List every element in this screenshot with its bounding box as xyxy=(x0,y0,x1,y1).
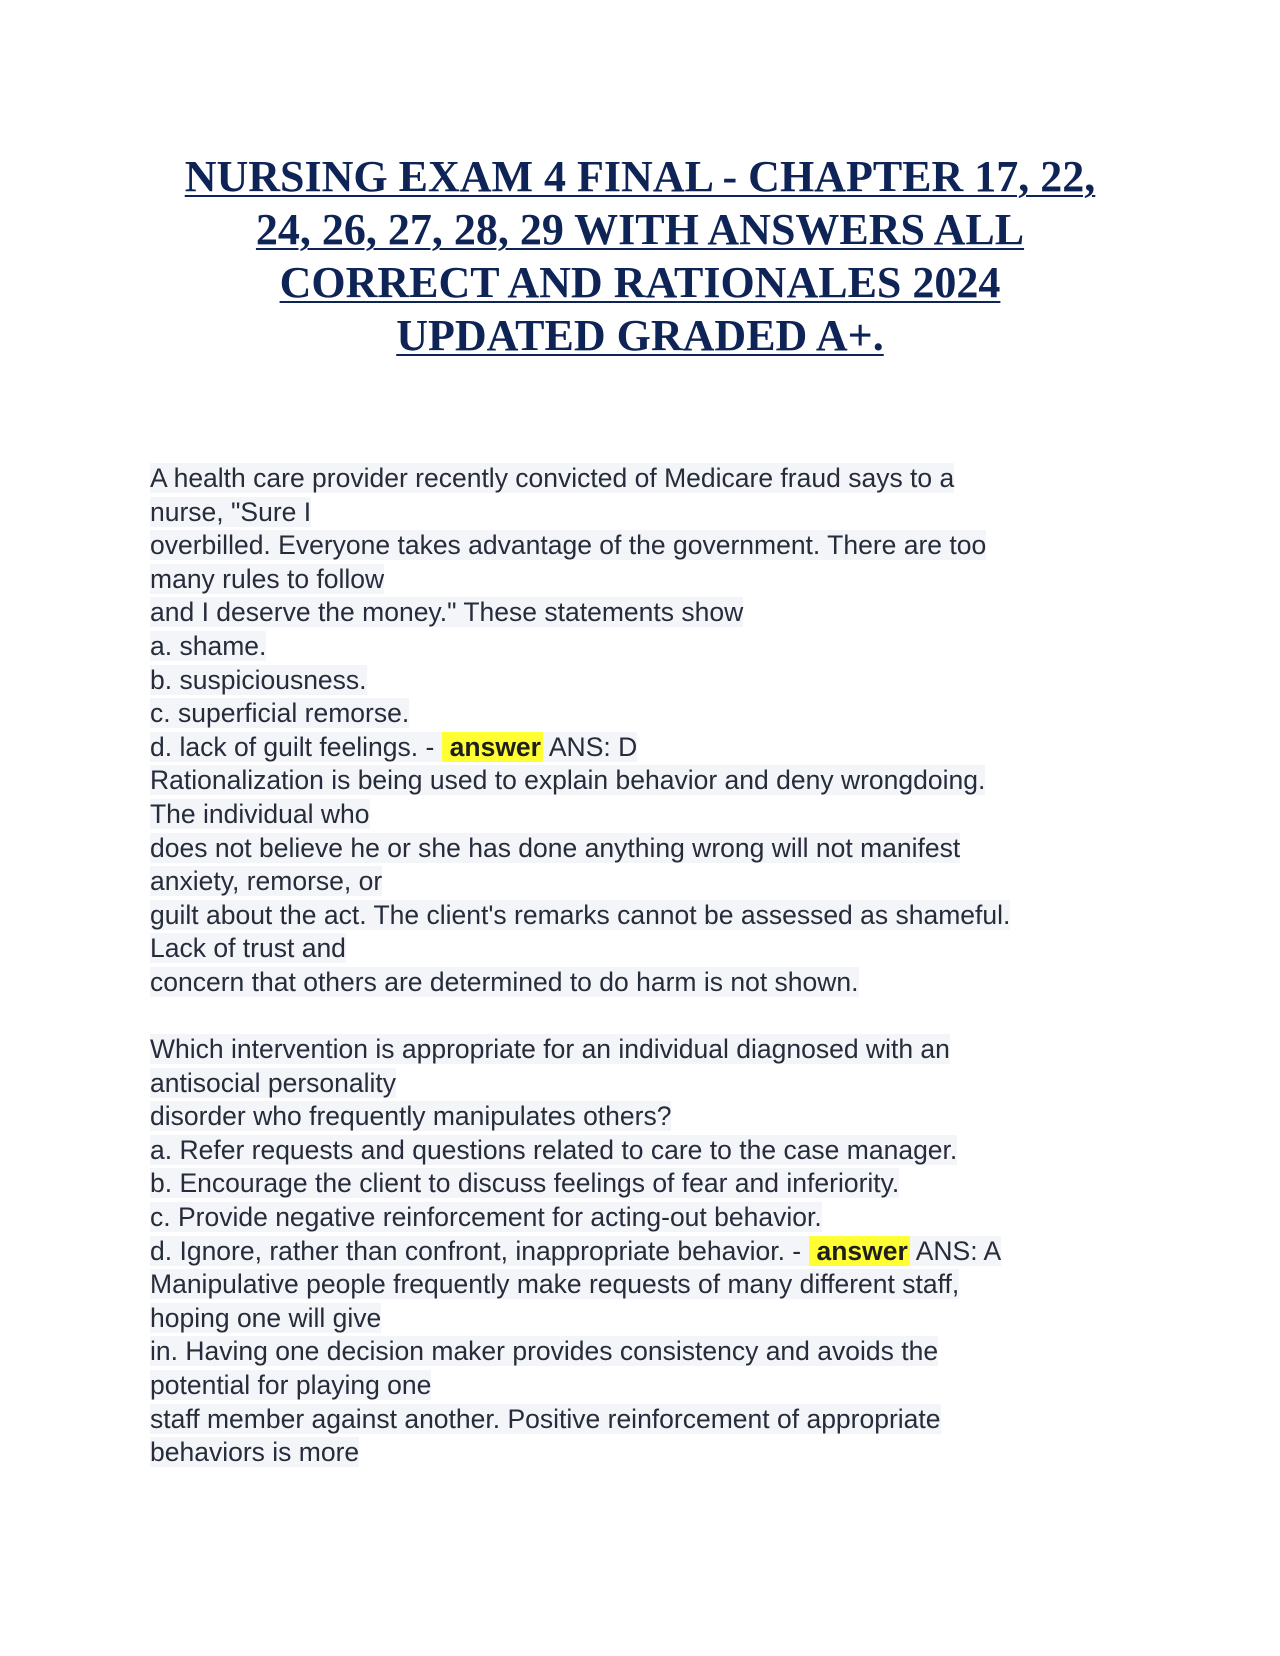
answer-highlight: answer xyxy=(809,1236,910,1266)
answer-highlight: answer xyxy=(442,732,543,762)
question-stem-line: Which intervention is appropriate for an individual diagnosed with an xyxy=(150,1034,950,1065)
paragraph-spacer xyxy=(150,1000,1150,1034)
answer-option: c. Provide negative reinforcement for acting-out behavior. xyxy=(150,1202,822,1233)
question-stem-line: many rules to follow xyxy=(150,563,385,594)
answer-option: a. Refer requests and questions related to care to the case manager. xyxy=(150,1134,958,1165)
rationale-line: concern that others are determined to do harm is not shown. xyxy=(150,966,859,997)
answer-option: b. suspiciousness. xyxy=(150,664,367,695)
rationale-line: Manipulative people frequently make requests of many different staff, xyxy=(150,1269,960,1300)
answer-option-with-key: d. Ignore, rather than confront, inappropriate behavior. - answer ANS: A xyxy=(150,1235,1002,1266)
title-line: 24, 26, 27, 28, 29 WITH ANSWERS ALL xyxy=(255,205,1025,254)
rationale-line: behaviors is more xyxy=(150,1437,360,1468)
answer-option: c. superficial remorse. xyxy=(150,698,410,729)
question-stem-line: antisocial personality xyxy=(150,1067,396,1098)
document-body xyxy=(150,462,1150,1470)
title-line: UPDATED GRADED A+. xyxy=(396,311,884,360)
question-stem-line: nurse, "Sure I xyxy=(150,496,312,527)
title-line: NURSING EXAM 4 FINAL - CHAPTER 17, 22, xyxy=(184,152,1096,201)
question-stem-line: A health care provider recently convicted of Medicare fraud says to a xyxy=(150,463,955,493)
rationale-line: does not believe he or she has done anything wrong will not manifest xyxy=(150,832,961,863)
rationale-line: Lack of trust and xyxy=(150,933,346,964)
rationale-line: potential for playing one xyxy=(150,1370,432,1401)
rationale-line: guilt about the act. The client's remarks cannot be assessed as shameful. xyxy=(150,899,1011,930)
document-title xyxy=(150,150,1130,362)
rationale-line: The individual who xyxy=(150,798,370,829)
question-stem-line: disorder who frequently manipulates others? xyxy=(150,1101,672,1132)
question-stem-line: and I deserve the money." These statements show xyxy=(150,597,744,628)
rationale-line: Rationalization is being used to explain behavior and deny wrongdoing. xyxy=(150,765,986,796)
rationale-line: in. Having one decision maker provides consistency and avoids the xyxy=(150,1336,939,1367)
answer-option-with-key: d. lack of guilt feelings. - answer ANS: D xyxy=(150,731,638,762)
question-block xyxy=(150,1033,1150,1470)
rationale-line: anxiety, remorse, or xyxy=(150,866,383,897)
answer-option: b. Encourage the client to discuss feelings of fear and inferiority. xyxy=(150,1168,900,1199)
rationale-line: hoping one will give xyxy=(150,1302,382,1333)
answer-key: ANS: A xyxy=(909,1235,1002,1266)
answer-option: a. shame. xyxy=(150,630,267,661)
answer-key: ANS: D xyxy=(542,731,638,762)
rationale-line: staff member against another. Positive reinforcement of appropriate xyxy=(150,1403,941,1434)
title-line: CORRECT AND RATIONALES 2024 xyxy=(279,258,1001,307)
question-stem-line: overbilled. Everyone takes advantage of the government. There are too xyxy=(150,530,987,561)
question-block xyxy=(150,462,1150,1000)
